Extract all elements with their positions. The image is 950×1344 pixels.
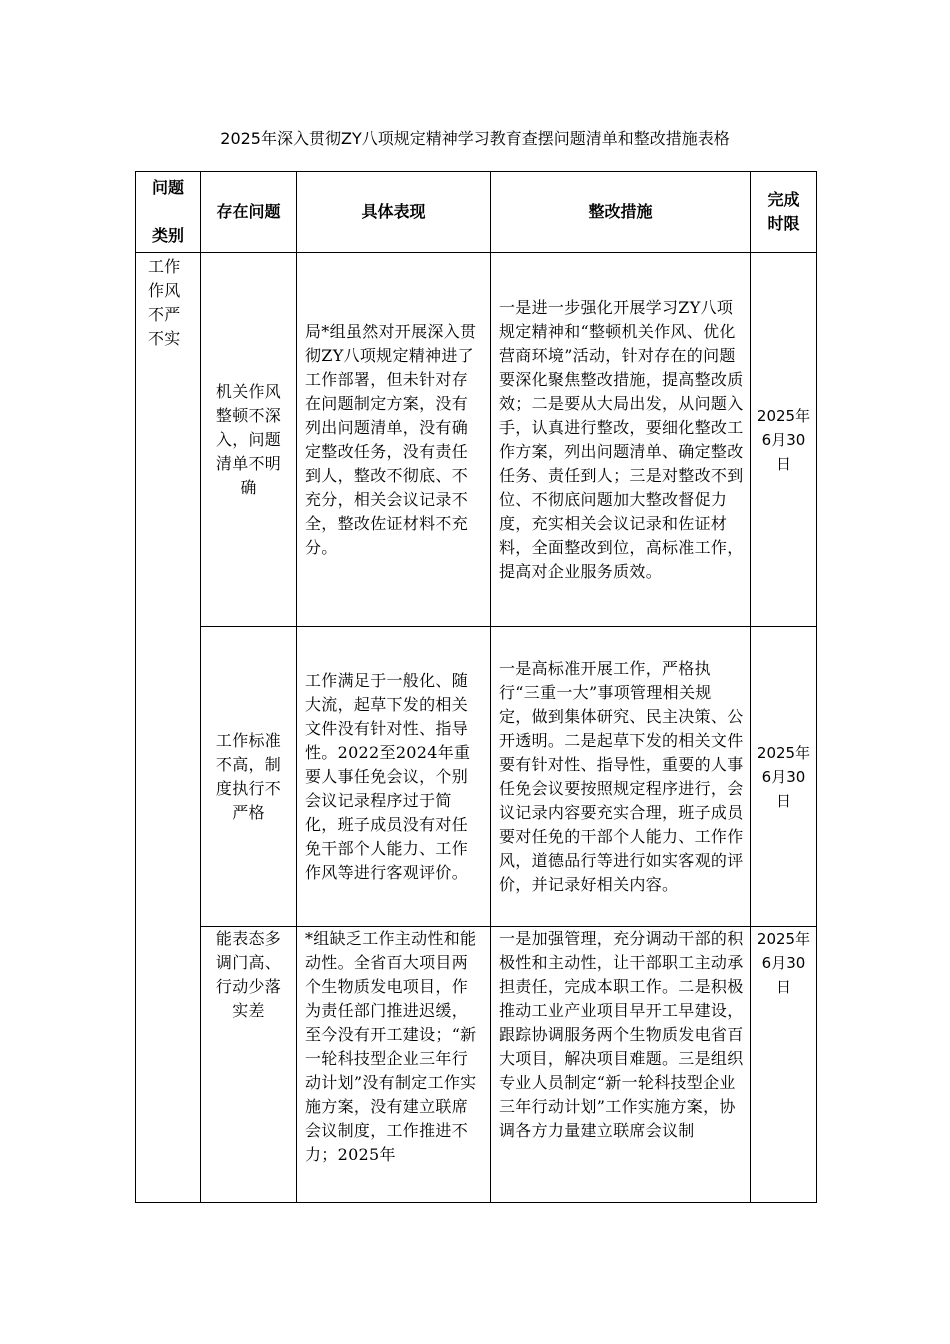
table-row <box>136 253 817 627</box>
header-category-line1: 问题 <box>151 178 184 197</box>
measure-cell: 一是进一步强化开展学习ZY八项规定精神和“整顿机关作风、优化营商环境”活动，针对存在的问题要深化聚焦整改措施，提高整改质效；二是要从大局出发，从问题入手，认真进行整改，要细化整改工作方案，列出问题清单、确定整改任务、责任到人；三是对整改不到位、不彻底问题加大整改督促力度，充实相关会议记录和佐证材料，全面整改到位，高标准工作，提高对企业服务质效。 <box>491 253 751 627</box>
table-header-row <box>136 172 817 253</box>
document-title: 2025年深入贯彻ZY八项规定精神学习教育查摆问题清单和整改措施表格 <box>220 129 730 148</box>
header-category <box>136 172 201 253</box>
header-deadline-line2: 时限 <box>767 214 800 233</box>
header-issue: 存在问题 <box>201 172 297 253</box>
table-row <box>136 927 817 1203</box>
detail-cell: 局*组虽然对开展深入贯彻ZY八项规定精神进了工作部署，但未针对存在问题制定方案，没有列出问题清单，没有确定整改任务，没有责任到人，整改不彻底、不充分，相关会议记录不全，整改佐证材料不充分。 <box>297 253 491 627</box>
issue-cell: 能表态多调门高、行动少落实差 <box>201 927 297 1203</box>
deadline-cell: 2025年6月30日 <box>751 253 817 627</box>
detail-cell: *组缺乏工作主动性和能动性。全省百大项目两个生物质发电项目，作为责任部门推进迟缓，至今没有开工建设；“新一轮科技型企业三年行动计划”没有制定工作实施方案，没有建立联席会议制度，工作推进不力；2025年 <box>297 927 491 1203</box>
category-cell: 工作作风不严不实 <box>136 253 201 1203</box>
table-row <box>136 627 817 927</box>
measure-cell: 一是高标准开展工作，严格执行“三重一大”事项管理相关规定，做到集体研究、民主决策、公开透明。二是起草下发的相关文件要有针对性、指导性，重要的人事任免会议要按照规定程序进行，会议记录内容要充实合理，班子成员要对任免的干部个人能力、工作作风，道德品行等进行如实客观的评价，并记录好相关内容。 <box>491 627 751 927</box>
header-measure: 整改措施 <box>491 172 751 253</box>
header-category-line2: 类别 <box>151 226 184 245</box>
deadline-cell: 2025年6月30日 <box>751 627 817 927</box>
deadline-cell: 2025年6月30日 <box>751 927 817 1203</box>
issue-cell: 机关作风整顿不深入，问题清单不明确 <box>201 253 297 627</box>
detail-cell: 工作满足于一般化、随大流，起草下发的相关文件没有针对性、指导性。2022至2024年重要人事任免会议，个别会议记录程序过于简化，班子成员没有对任免干部个人能力、工作作风等进行客观评价。 <box>297 627 491 927</box>
issues-table <box>135 171 817 1203</box>
measure-cell: 一是加强管理，充分调动干部的积极性和主动性，让干部职工主动承担责任，完成本职工作。二是积极推动工业产业项目早开工早建设，跟踪协调服务两个生物质发电省百大项目，解决项目难题。三是组织专业人员制定“新一轮科技型企业三年行动计划”工作实施方案，协调各方力量建立联席会议制 <box>491 927 751 1203</box>
header-deadline-line1: 完成 <box>767 190 800 209</box>
header-detail: 具体表现 <box>297 172 491 253</box>
issue-cell: 工作标准不高，制度执行不严格 <box>201 627 297 927</box>
header-deadline <box>751 172 817 253</box>
